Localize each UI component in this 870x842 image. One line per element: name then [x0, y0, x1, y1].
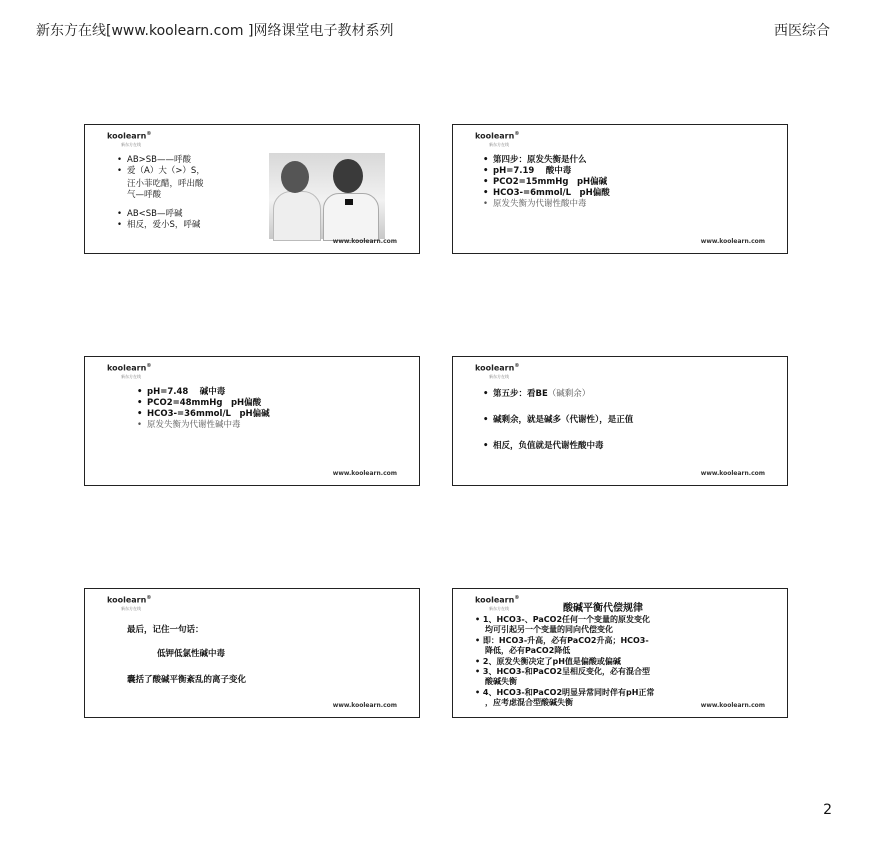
list-item: • HCO3-=6mmol/L pH偏酸 — [481, 188, 610, 199]
header-subject: 西医综合 — [774, 23, 830, 39]
text-line: • 3、HCO3-和PaCO2呈相反变化，必有混合型 — [475, 667, 651, 677]
footer-url: www.koolearn.com — [332, 702, 397, 709]
list-item: • 原发失衡为代谢性碱中毒 — [135, 420, 270, 431]
text-line: • 2、原发失衡决定了pH值是偏酸或偏碱 — [475, 656, 621, 666]
list-item: • AB<SB—呼碱 — [115, 209, 200, 220]
list-item: • HCO3-=36mmol/L pH偏碱 — [135, 409, 270, 420]
text-line: 酸碱失衡 — [485, 677, 517, 687]
slide-6-title: 酸碱平衡代偿规律 — [563, 603, 643, 614]
slide-6-body — [475, 615, 654, 709]
list-item: • 原发失衡为代谢性酸中毒 — [481, 199, 610, 210]
text-line: ，应考虑混合型酸碱失衡 — [485, 698, 573, 708]
slide-1-bullets — [115, 155, 205, 177]
wedding-photo — [269, 153, 385, 239]
koolearn-logo: koolearn® 新东方在线 — [107, 131, 152, 147]
page-number: 2 — [823, 802, 832, 818]
slide-5-line-1: 最后，记住一句话： — [127, 625, 204, 635]
koolearn-logo: koolearn® 新东方在线 — [107, 363, 152, 379]
slide-2-bullets — [481, 155, 610, 210]
list-item: • 相反，负值就是代谢性酸中毒 — [481, 441, 604, 452]
text-line: • 1、HCO3-、PaCO2任何一个变量的原发变化 — [475, 615, 651, 624]
list-item: • PCO2=48mmHg pH偏酸 — [135, 398, 270, 409]
slide-4-bullets — [481, 389, 590, 400]
footer-url: www.koolearn.com — [700, 702, 765, 709]
footer-url: www.koolearn.com — [332, 470, 397, 477]
slide-1 — [84, 124, 420, 254]
footer-url: www.koolearn.com — [700, 238, 765, 245]
slide-5-line-3: 囊括了酸碱平衡紊乱的离子变化 — [127, 675, 247, 685]
text-line: • 即：HCO3-升高，必有PaCO2升高；HCO3- — [475, 635, 649, 645]
slide-1-continuation: 气—呼酸 — [127, 190, 162, 200]
list-item: • pH=7.48 碱中毒 — [135, 387, 270, 398]
list-item: • 第四步：原发失衡是什么 — [481, 155, 610, 166]
list-item: • 相反，爱小S，呼碱 — [115, 220, 200, 231]
slide-1-bullets-lower — [115, 209, 200, 231]
slide-1-continuation: 汪小菲吃醋，呼出酸 — [127, 179, 204, 189]
slide-4 — [452, 356, 788, 486]
slide-6 — [452, 588, 788, 718]
list-item: • pH=7.19 酸中毒 — [481, 166, 610, 177]
header-title: 新东方在线[www.koolearn.com ]网络课堂电子教材系列 — [36, 23, 394, 39]
koolearn-logo: koolearn® 新东方在线 — [475, 595, 520, 611]
slide-5 — [84, 588, 420, 718]
text-line: 均可引起另一个变量的同向代偿变化 — [485, 625, 613, 635]
footer-url: www.koolearn.com — [332, 238, 397, 245]
slide-4-bullets-3 — [481, 441, 604, 452]
text-line: 降低，必有PaCO2降低 — [485, 646, 571, 656]
koolearn-logo: koolearn® 新东方在线 — [475, 131, 520, 147]
footer-url: www.koolearn.com — [700, 470, 765, 477]
koolearn-logo: koolearn® 新东方在线 — [107, 595, 152, 611]
slide-3-bullets — [135, 387, 270, 431]
text-line: • 4、HCO3-和PaCO2明显异常同时伴有pH正常 — [475, 687, 655, 697]
list-item: • PCO2=15mmHg pH偏碱 — [481, 177, 610, 188]
slide-5-line-2: 低钾低氯性碱中毒 — [157, 649, 226, 659]
slide-2 — [452, 124, 788, 254]
list-item: • 第五步：看BE（碱剩余） — [481, 389, 590, 400]
slide-3 — [84, 356, 420, 486]
koolearn-logo: koolearn® 新东方在线 — [475, 363, 520, 379]
slide-4-bullets-2 — [481, 415, 633, 426]
list-item: • 碱剩余，就是碱多（代谢性），是正值 — [481, 415, 633, 426]
list-item: • AB>SB——呼酸 — [115, 155, 205, 166]
list-item: • 爱（A）大（>）S， — [115, 166, 205, 177]
